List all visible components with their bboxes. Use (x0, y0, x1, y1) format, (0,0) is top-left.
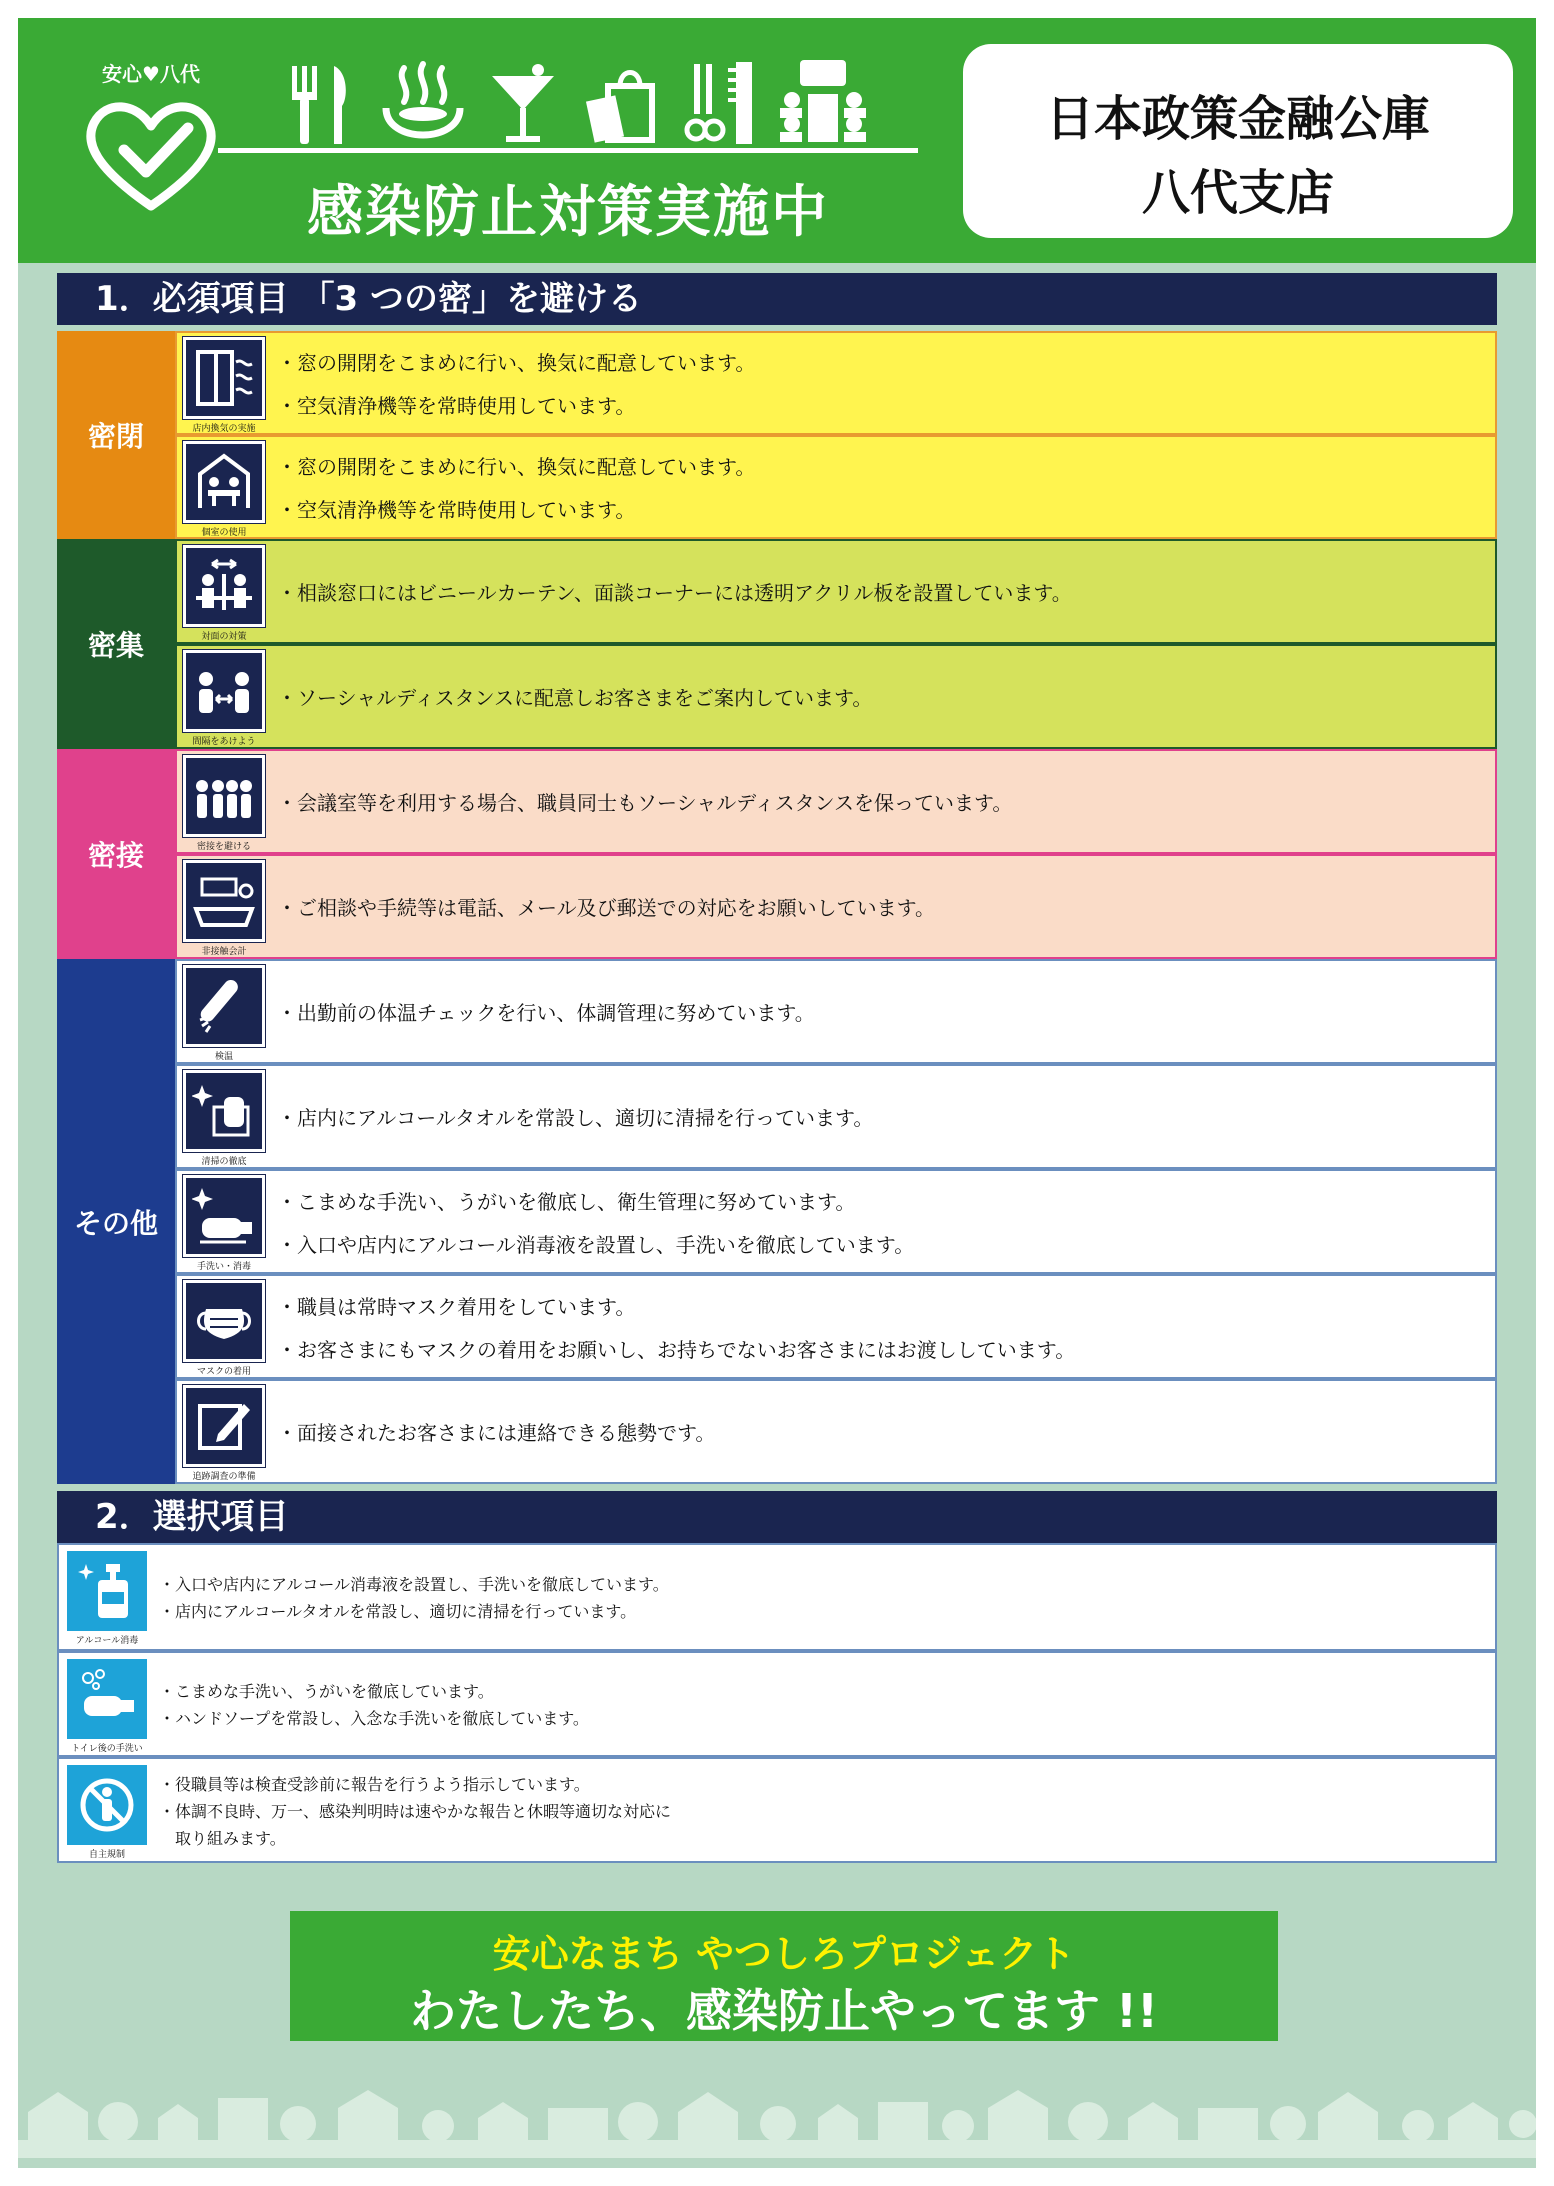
list-item (57, 1757, 1497, 1863)
list-item (175, 854, 1497, 959)
icon-caption: 間隔をあけよう (192, 737, 256, 747)
icon-caption: トイレ後の手洗い (71, 1744, 143, 1754)
item-text: ・空気清浄機等を常時使用しています。 (277, 394, 636, 418)
item-text: ・入口や店内にアルコール消毒液を設置し、手洗いを徹底しています。 (277, 1232, 915, 1257)
list-item (175, 644, 1497, 749)
meeting-icon (778, 58, 868, 148)
item-text: ・ご相談や手続等は電話、メール及び郵送での対応をお願いしています。 (277, 896, 935, 920)
list-item (175, 1169, 1497, 1274)
self-restraint-icon (67, 1765, 147, 1860)
shopping-bag-icon (578, 58, 668, 148)
logo-text: 安心♥八代 (102, 62, 200, 86)
section1-heading: 1．必須項目 「3 つの密」を避ける (57, 273, 1497, 325)
item-text: ・お客さまにもマスクの着用をお願いし、お持ちでないお客さまにはお渡ししています。 (277, 1337, 1076, 1362)
section2-heading: 2．選択項目 (57, 1491, 1497, 1543)
face-to-face-icon (183, 545, 265, 642)
icon-caption: 自主規制 (88, 1850, 125, 1860)
category-label: 密接 (57, 749, 175, 959)
icon-caption: 手洗い・消毒 (196, 1262, 251, 1272)
heart-check-icon (76, 88, 226, 218)
item-text: ・店内にアルコールタオルを常設し、適切に清掃を行っています。 (159, 1602, 637, 1621)
icon-caption: 密接を避ける (196, 842, 251, 852)
banner-title: 感染防止対策実施中 (307, 180, 829, 245)
item-text: ・こまめな手洗い、うがいを徹底しています。 (159, 1682, 494, 1701)
group-missetsu (57, 749, 1497, 959)
list-item (175, 1064, 1497, 1169)
list-item (175, 959, 1497, 1064)
thermometer-icon (183, 965, 265, 1062)
organization-name: 日本政策金融公庫 (1045, 91, 1430, 147)
group-others (57, 959, 1497, 1484)
list-item (57, 1651, 1497, 1757)
group-misshuu (57, 539, 1497, 749)
poster (18, 18, 1536, 2168)
item-text: 取り組みます。 (159, 1828, 286, 1848)
cleaning-icon (183, 1070, 265, 1167)
item-text: ・窓の開閉をこまめに行い、換気に配意しています。 (277, 455, 756, 479)
item-text: ・こまめな手洗い、うがいを徹底し、衛生管理に努めています。 (277, 1189, 856, 1214)
item-text: ・会議室等を利用する場合、職員同士もソーシャルディスタンスを保っています。 (277, 791, 1013, 815)
list-item (175, 749, 1497, 854)
item-text: ・面接されたお客さまには連絡できる態勢です。 (277, 1421, 716, 1445)
private-room-icon (183, 441, 265, 538)
alcohol-bottle-icon (67, 1551, 147, 1646)
item-text: ・体調不良時、万一、感染判明時は速やかな報告と休暇等適切な対応に (159, 1801, 672, 1821)
icon-caption: 清掃の徹底 (201, 1157, 247, 1167)
item-text: ・ハンドソープを常設し、入念な手洗いを徹底しています。 (159, 1709, 589, 1728)
icon-caption: マスクの着用 (196, 1367, 251, 1377)
icon-caption: 店内換気の実施 (192, 424, 256, 434)
group-mippei (57, 331, 1497, 539)
icon-caption: 追跡調査の準備 (192, 1472, 256, 1482)
category-label: 密集 (57, 539, 175, 749)
handwash-icon (183, 1175, 265, 1272)
category-label: その他 (57, 959, 175, 1484)
item-text: ・空気清浄機等を常時使用しています。 (277, 498, 636, 522)
list-item (57, 1543, 1497, 1651)
item-text: ・相談窓口にはビニールカーテン、面談コーナーには透明アクリル板を設置しています。 (277, 581, 1072, 605)
icon-caption: 個室の使用 (201, 528, 247, 538)
ventilation-icon (183, 337, 265, 434)
icon-caption: 非接触会計 (201, 947, 247, 957)
item-text: ・店内にアルコールタオルを常設し、適切に清掃を行っています。 (277, 1106, 874, 1130)
project-banner (290, 1911, 1278, 2041)
item-text: ・ソーシャルディスタンスに配意しお客さまをご案内しています。 (277, 686, 873, 710)
anshin-yatsushiro-logo (76, 58, 226, 218)
list-item (175, 1379, 1497, 1484)
list-item (175, 331, 1497, 435)
edit-record-icon (183, 1385, 265, 1482)
branch-name: 八代支店 (1141, 165, 1334, 221)
item-text: ・役職員等は検査受診前に報告を行うよう指示しています。 (159, 1774, 590, 1794)
cashless-tray-icon (183, 860, 265, 957)
item-text: ・窓の開閉をこまめに行い、換気に配意しています。 (277, 351, 756, 375)
header (18, 18, 1536, 263)
cocktail-icon (478, 58, 568, 148)
soap-handwash-icon (67, 1659, 147, 1754)
project-name: 安心なまち やつしろプロジェクト (492, 1932, 1076, 1976)
item-text: ・職員は常時マスク着用をしています。 (277, 1294, 636, 1319)
scissors-comb-icon (678, 58, 768, 148)
header-divider (218, 148, 918, 153)
town-silhouette-decoration (18, 2078, 1536, 2158)
branch-name-box (963, 44, 1513, 238)
fork-knife-icon (278, 58, 368, 148)
icon-caption: 対面の対策 (201, 632, 247, 642)
avoid-contact-icon (183, 755, 265, 852)
list-item (175, 435, 1497, 539)
item-text: ・出勤前の体温チェックを行い、体調管理に努めています。 (277, 1001, 815, 1025)
list-item (175, 1274, 1497, 1379)
project-slogan: わたしたち、感染防止やってます !! (410, 1984, 1158, 2038)
icon-caption: 検温 (214, 1052, 233, 1062)
category-label: 密閉 (57, 331, 175, 539)
icon-caption: アルコール消毒 (75, 1636, 139, 1646)
hot-spring-icon (378, 58, 468, 148)
distance-icon (183, 650, 265, 747)
list-item (175, 539, 1497, 644)
venue-icons (248, 58, 928, 158)
mask-icon (183, 1280, 265, 1377)
item-text: ・入口や店内にアルコール消毒液を設置し、手洗いを徹底しています。 (159, 1575, 669, 1594)
